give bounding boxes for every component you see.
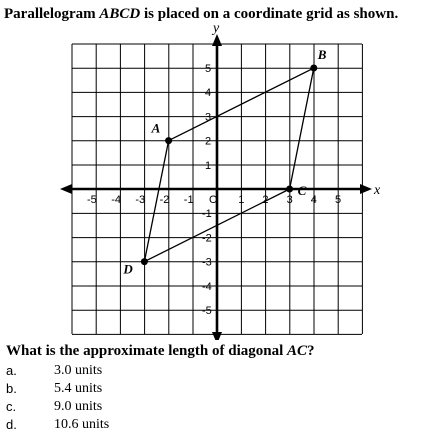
choice-text: 9.0 units <box>54 399 103 414</box>
choice-letter: c. <box>6 399 17 414</box>
y-tick-label: 3 <box>205 111 212 124</box>
y-axis-label: y <box>213 21 220 36</box>
y-tick-label: 2 <box>205 135 212 148</box>
y-tick-label: -3 <box>202 256 212 269</box>
y-tick-label: -1 <box>202 208 212 221</box>
choice-text: 10.6 units <box>54 417 110 432</box>
vertex-label: A <box>151 120 161 136</box>
title-suffix: is placed on a coordinate grid as shown. <box>140 6 399 22</box>
diagonal-name: AC <box>287 343 308 359</box>
y-axis-arrow-down <box>212 332 222 340</box>
x-tick-label: -3 <box>135 194 146 206</box>
choice-letter: a. <box>6 363 17 378</box>
x-tick-label: 5 <box>335 194 342 206</box>
x-tick-label: -4 <box>111 194 121 206</box>
vertex-point <box>165 137 172 144</box>
vertex-point <box>141 258 148 265</box>
x-axis-arrow-left <box>60 184 72 194</box>
x-tick-label: -5 <box>87 194 97 206</box>
x-tick-label: -2 <box>159 194 170 206</box>
x-tick-label: -1 <box>183 194 194 206</box>
x-axis-arrow-right <box>360 184 372 194</box>
title-prefix: Parallelogram <box>4 6 100 22</box>
vertex-label: C <box>297 183 307 198</box>
x-tick-label: O <box>209 194 218 206</box>
y-tick-label: -2 <box>202 232 212 245</box>
choice-letter: b. <box>6 381 17 396</box>
y-tick-label: 1 <box>205 159 212 172</box>
choice-text: 5.4 units <box>54 381 103 396</box>
x-tick-label: 1 <box>238 194 245 206</box>
vertex-label: B <box>317 47 327 62</box>
y-tick-label: 4 <box>205 87 212 100</box>
choice-text: 3.0 units <box>54 363 103 378</box>
vertices <box>122 47 326 277</box>
vertex-label: D <box>123 261 133 277</box>
y-tick-label: -4 <box>202 280 212 293</box>
parallelogram-name: ABCD <box>99 6 141 22</box>
choice-letter: d. <box>6 417 17 432</box>
x-tick-label: 3 <box>286 194 293 206</box>
axes <box>60 21 381 340</box>
y-tick-label: 5 <box>205 63 212 75</box>
x-axis-label: x <box>374 183 381 198</box>
question-prefix: What is the approximate length of diagonal <box>6 343 287 359</box>
vertex-point <box>286 186 293 193</box>
y-tick-label: -5 <box>202 305 212 317</box>
vertex-point <box>310 65 317 72</box>
x-tick-label: 2 <box>262 194 269 206</box>
x-tick-label: 4 <box>310 194 317 206</box>
question-text <box>6 343 315 360</box>
question-suffix: ? <box>307 343 315 359</box>
